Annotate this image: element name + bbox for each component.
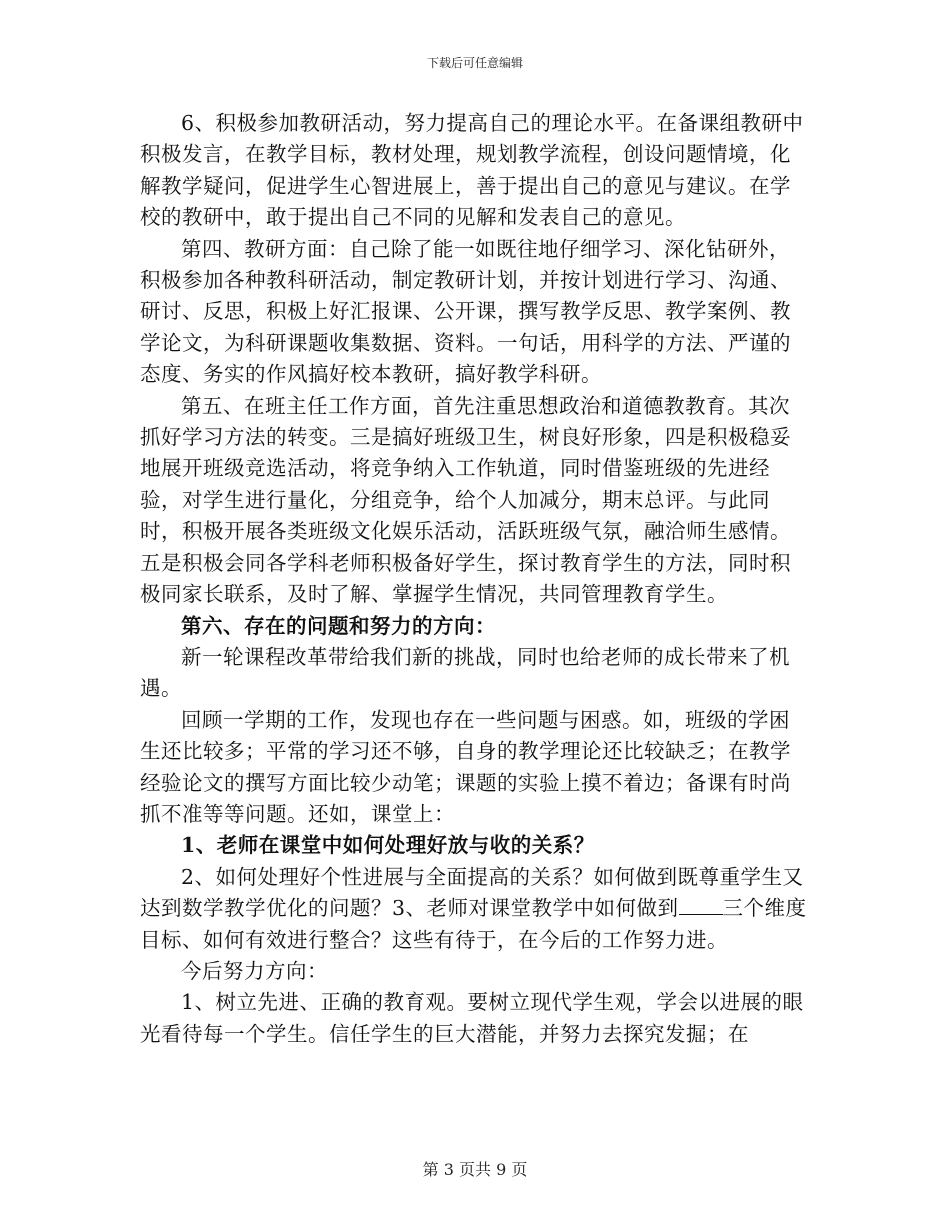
page-header: 下载后可任意编辑: [426, 56, 523, 70]
paragraph-section-four: 第四、教研方面：自己除了能一如既往地仔细学习、深化钻研外，积极参加各种教科研活动，制定教研计划，并按计划进行学习、沟通、研讨、反思，积极上好汇报课、公开课，撰写教学反思、教学案例、教学论文，为科研课题收集数据、资料。一句话，用科学的方法、严谨的态度、务实的作风搞好校本教研，搞好教学科研。: [140, 236, 791, 387]
paragraph-teaching-research-activities: 6、积极参加教研活动，努力提高自己的理论水平。在备课组教研中积极发言，在教学目标，教材处理，规划教学流程，创设问题情境，化解教学疑问，促进学生心智进展上，善于提出自己的意见与建议。在学校的教研中，敢于提出自己不同的见解和发表自己的意见。: [140, 111, 804, 230]
paragraph-education-view: 1、树立先进、正确的教育观。要树立现代学生观，学会以进展的眼光看待每一个学生。信任学生的巨大潜能，并努力去探究发掘；在: [140, 990, 804, 1046]
page-footer: 第 3 页共 9 页: [422, 1160, 528, 1179]
question-one: 1、老师在课堂中如何处理好放与收的关系？: [181, 833, 595, 858]
question-two-text: 2、如何处理好个性进展与全面提高的关系？如何做到既尊重学生又达到数学教学优化的问题？3、老师对课堂教学中如何做到: [140, 864, 804, 921]
paragraph-review-problems: 回顾一学期的工作，发现也存在一些问题与困惑。如，班级的学困生还比较多；平常的学习还不够，自身的教学理论还比较缺乏；在教学经验论文的撰写方面比较少动笔；课题的实验上摸不着边；备课有时尚抓不准等等问题。还如，课堂上：: [140, 707, 791, 826]
section-heading-six: 第六、存在的问题和努力的方向：: [181, 613, 496, 638]
paragraph-section-five: 第五、在班主任工作方面，首先注重思想政治和道德教教育。其次抓好学习方法的转变。三是搞好班级卫生，树良好形象，四是积极稳妥地展开班级竞选活动，将竞争纳入工作轨道，同时借鉴班级的先进经验，对学生进行量化，分组竞争，给个人加减分，期末总评。与此同时，积极开展各类班级文化娱乐活动，活跃班级气氛，融洽师生感情。五是积极会同各学科老师积极备好学生，探讨教育学生的方法，同时积极同家长联系，及时了解、掌握学生情况，共同管理教育学生。: [140, 393, 791, 607]
fill-in-blank: [679, 896, 723, 915]
paragraph-new-challenges: 新一轮课程改革带给我们新的挑战，同时也给老师的成长带来了机遇。: [140, 644, 790, 701]
question-three-text: 三个维度目标、如何有效进行整合？这些有待于，在今后的工作努力进。: [140, 896, 807, 952]
paragraph-questions-two-three: [140, 862, 810, 956]
document-body: [140, 108, 810, 1050]
future-direction-heading: 今后努力方向：: [181, 958, 328, 983]
